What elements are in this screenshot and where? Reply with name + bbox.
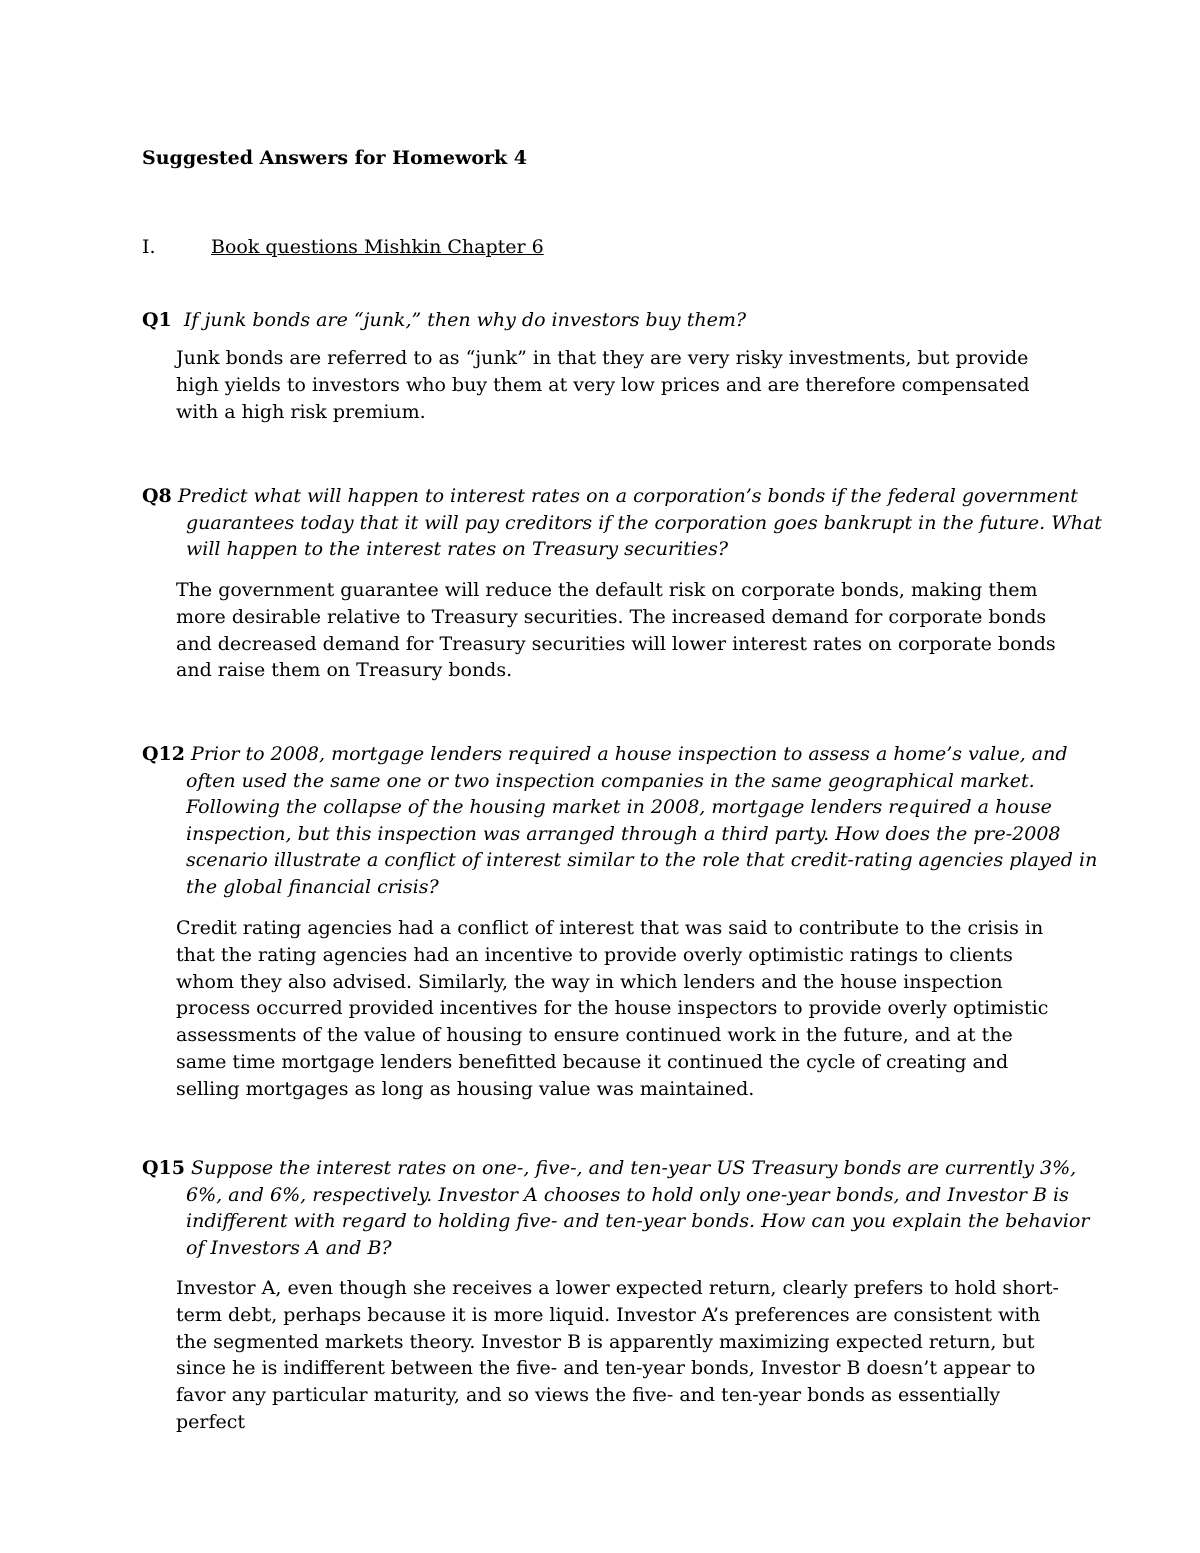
question-q1 [142, 307, 1062, 334]
question-text: If junk bonds are “junk,” then why do investors buy them? [183, 309, 747, 331]
answer-q8: The government guarantee will reduce the default risk on corporate bonds, making them more desirable relative to Treasury securities. The increased demand for corporate bonds and decreased demand for Treasury securities will lower interest rates on corporate bonds and raise them on Treasury bonds. [176, 579, 1056, 682]
question-text: Suppose the interest rates on one-, five-, and ten-year US Treasury bonds are currently 3%, 6%, and 6%, respectively. Investor A chooses to hold only one-year bonds, and Investor B is indifferent with regard to holding five- and ten-year bonds. How can you explain the behavior of Investors A and B? [186, 1157, 1090, 1259]
question-text: Prior to 2008, mortgage lenders required a house inspection to assess a home’s value, and often used the same one or two inspection companies in the same geographical market. Following the collapse of the housing market in 2008, mortgage lenders required a house inspection, but this inspection was arranged through a third party. How does the pre-2008 scenario illustrate a conflict of interest similar to the role that credit-rating agencies played in the global financial crisis? [186, 743, 1098, 898]
page-title: Suggested Answers for Homework 4 [142, 147, 528, 169]
answer-q15: Investor A, even though she receives a lower expected return, clearly prefers to hold short-term debt, perhaps because it is more liquid. Investor A’s preferences are consistent with the segmented markets theory. Investor B is apparently maximizing expected return, but since he is indifferent between the five- and ten-year bonds, Investor B doesn’t appear to favor any particular maturity, and so views the five- and ten-year bonds as essentially perfect [176, 1277, 1059, 1433]
section-label: Book questions Mishkin Chapter 6 [211, 236, 544, 258]
question-q8 [142, 483, 1106, 563]
question-number: Q1 [142, 309, 172, 331]
question-text: Predict what will happen to interest rates on a corporation’s bonds if the federal government guarantees today that it will pay creditors if the corporation goes bankrupt in the future. What will happen to the interest rates on Treasury securities? [177, 485, 1102, 560]
section-number: I. [142, 236, 156, 258]
section-heading [142, 232, 544, 262]
question-number: Q8 [142, 485, 172, 507]
answer-q1: Junk bonds are referred to as “junk” in that they are very risky investments, but provide high yields to investors who buy them at very low prices and are therefore compensated with a high risk premium. [176, 347, 1030, 423]
question-number: Q15 [142, 1157, 185, 1179]
question-q15 [142, 1155, 1106, 1261]
answer-q12: Credit rating agencies had a conflict of interest that was said to contribute to the crisis in that the rating agencies had an incentive to provide overly optimistic ratings to clients whom they also advised. Similarly, the way in which lenders and the house inspection process occurred provided incentives for the house inspectors to provide overly optimistic assessments of the value of housing to ensure continued work in the future, and at the same time mortgage lenders benefitted because it continued the cycle of creating and selling mortgages as long as housing value was maintained. [176, 917, 1049, 1100]
question-number: Q12 [142, 743, 185, 765]
question-q12 [142, 741, 1106, 900]
